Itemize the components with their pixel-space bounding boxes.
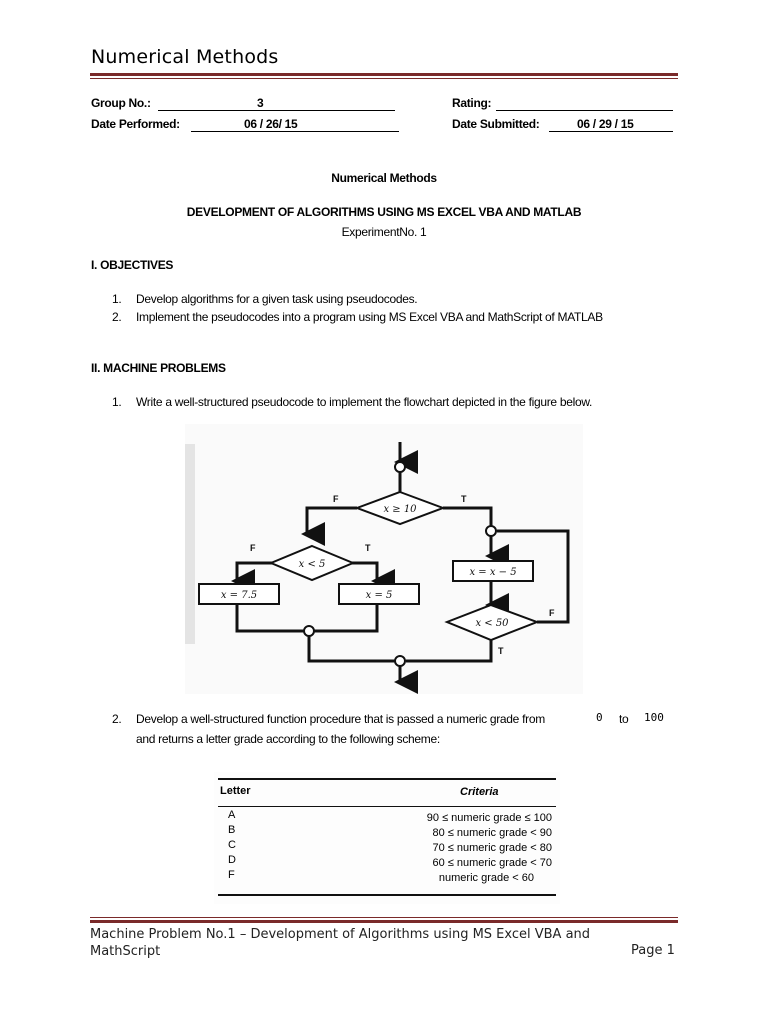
connector-right (486, 526, 496, 536)
grade-criteria-c: 70 ≤ numeric grade < 80 (432, 842, 552, 854)
table-bottom-rule (218, 894, 556, 896)
header-rule-thin (90, 78, 678, 79)
header-rule (90, 73, 678, 76)
problem-num-1: 1. (112, 395, 122, 409)
table-top-rule (218, 778, 556, 780)
column-header-criteria: Criteria (460, 786, 499, 798)
cond2-text: x < 5 (298, 559, 326, 570)
problem-text-1: Write a well-structured pseudocode to implement the flowchart depicted in the figure below. (136, 395, 593, 409)
objectives-heading: I. OBJECTIVES (91, 258, 174, 272)
label-f-1: F (333, 494, 339, 504)
grade-letter-b: B (228, 824, 236, 836)
connector-top (395, 462, 405, 472)
group-value: 3 (257, 96, 264, 110)
main-title: DEVELOPMENT OF ALGORITHMS USING MS EXCEL VBA AND MATLAB (186, 205, 582, 219)
label-f-3: F (549, 608, 555, 618)
flowchart-svg (185, 424, 583, 694)
header-title: Numerical Methods (91, 46, 279, 68)
cond3-text: x < 50 (475, 618, 509, 629)
problem-text-2-line2: and returns a letter grade according to the following scheme: (136, 732, 440, 746)
rating-label: Rating: (452, 96, 492, 110)
grade-letter-f: F (228, 869, 235, 881)
experiment-number: ExperimentNo. 1 (341, 225, 427, 239)
connector-bottom (395, 656, 405, 666)
grade-from-value: 0 (596, 711, 603, 724)
objective-text-1: Develop algorithms for a given task using pseudocodes. (136, 292, 418, 306)
grade-criteria-d: 60 ≤ numeric grade < 70 (432, 857, 552, 869)
column-header-letter: Letter (220, 785, 251, 797)
grade-criteria-a: 90 ≤ numeric grade ≤ 100 (426, 812, 552, 824)
grade-to-value: 100 (644, 711, 664, 724)
rating-underline (496, 110, 673, 111)
cond1-text: x ≥ 10 (383, 504, 417, 515)
page-number: Page 1 (631, 943, 675, 958)
footer-rule (90, 920, 678, 923)
label-f-2: F (250, 543, 256, 553)
footer-text: Machine Problem No.1 – Development of Algorithms using MS Excel VBA and MathScript (90, 927, 591, 959)
connector-left (304, 626, 314, 636)
grade-table-figure (214, 772, 560, 904)
scan-edge (185, 444, 195, 644)
grade-criteria-b: 80 ≤ numeric grade < 90 (432, 827, 552, 839)
date-performed-underline (191, 131, 399, 132)
table-header-rule (218, 806, 556, 807)
label-t-2: T (365, 543, 371, 553)
objective-text-2: Implement the pseudocodes into a program using MS Excel VBA and MathScript of MATLAB (136, 310, 603, 324)
date-submitted-label: Date Submitted: (452, 117, 540, 131)
assign2-text: x = 5 (365, 590, 393, 601)
machine-problems-heading: II. MACHINE PROBLEMS (91, 361, 226, 375)
grade-letter-c: C (228, 839, 236, 851)
footer-rule-thin (90, 917, 678, 918)
assign1-text: x = 7.5 (220, 590, 258, 601)
grade-to-word: to (619, 712, 629, 726)
group-label: Group No.: (91, 96, 151, 110)
label-t-3: T (498, 646, 504, 656)
label-t-1: T (461, 494, 467, 504)
date-performed-label: Date Performed: (91, 117, 180, 131)
group-underline (158, 110, 395, 111)
grade-letter-d: D (228, 854, 236, 866)
objective-num-1: 1. (112, 292, 122, 306)
date-submitted-value: 06 / 29 / 15 (577, 117, 634, 131)
problem-num-2: 2. (112, 712, 122, 726)
grade-letter-a: A (228, 809, 236, 821)
course-title: Numerical Methods (331, 171, 437, 185)
flowchart-figure (185, 424, 583, 694)
assign3-text: x = x − 5 (469, 567, 517, 578)
problem-text-2-line1: Develop a well-structured function procedure that is passed a numeric grade from (136, 712, 545, 726)
objective-num-2: 2. (112, 310, 122, 324)
date-performed-value: 06 / 26/ 15 (244, 117, 298, 131)
grade-criteria-f: numeric grade < 60 (438, 872, 534, 884)
date-submitted-underline (549, 131, 673, 132)
